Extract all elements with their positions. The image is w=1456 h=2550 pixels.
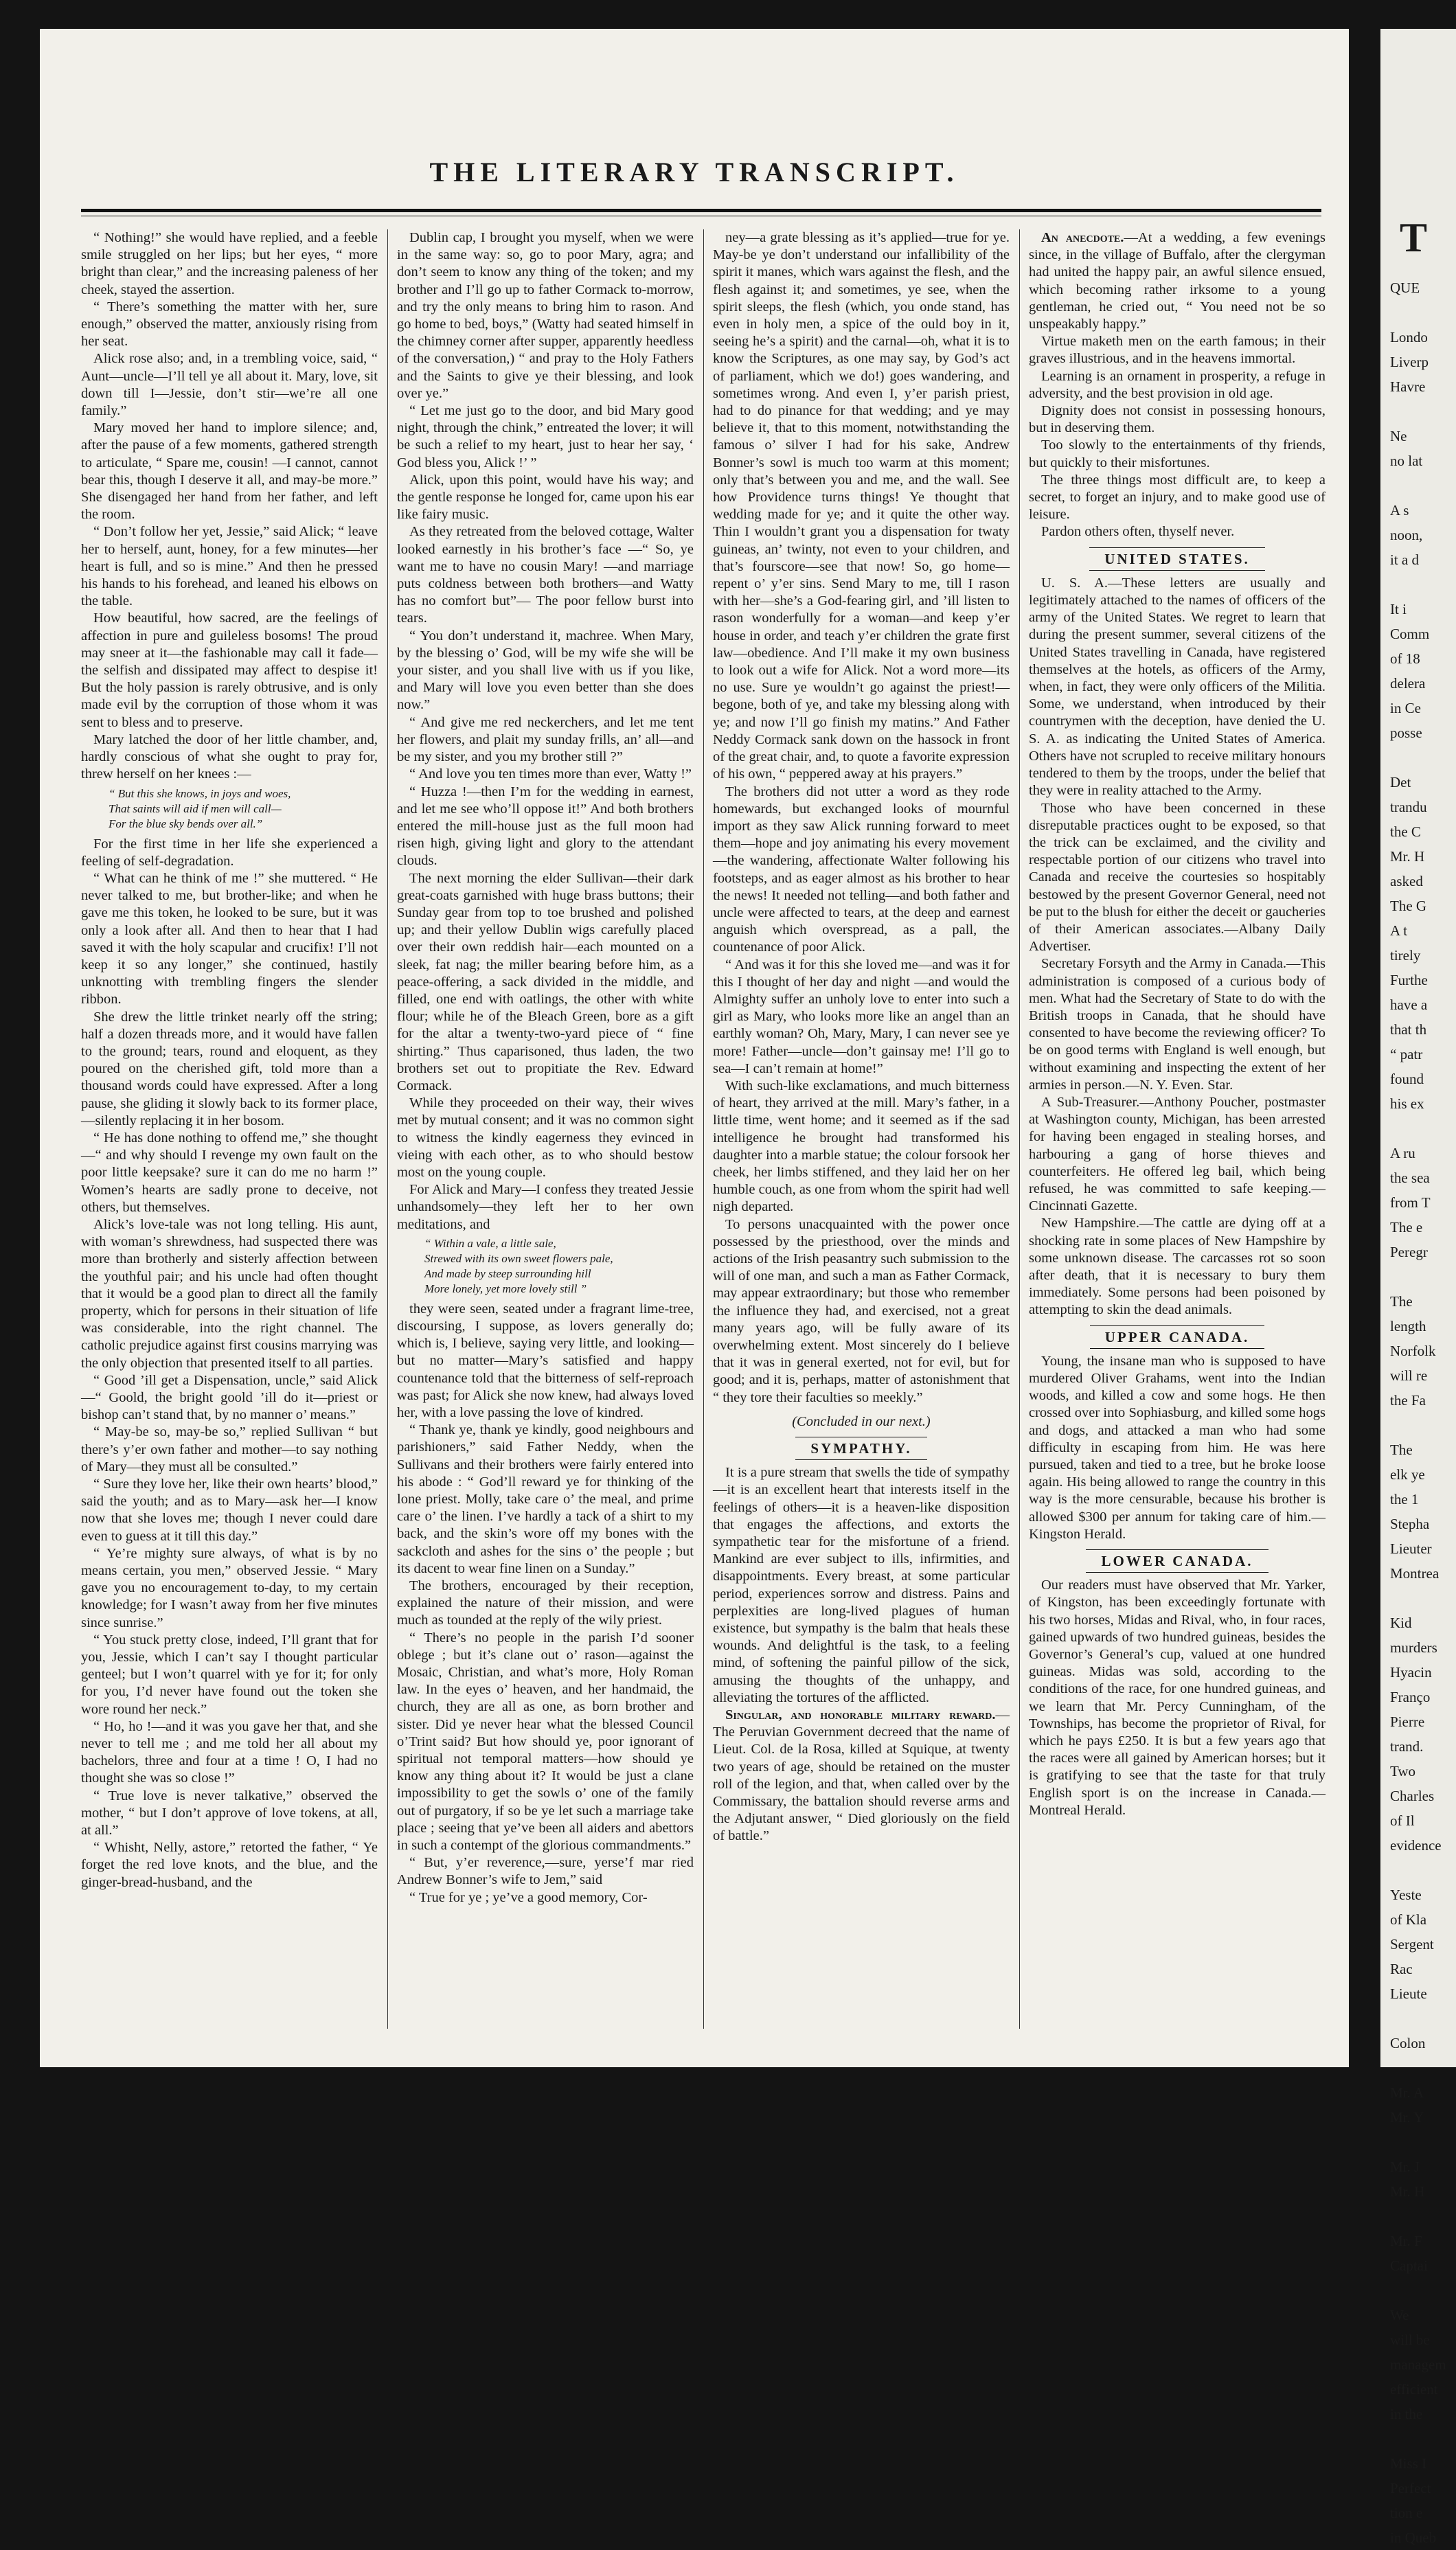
united-states-heading-text: UNITED STATES. [1089,547,1265,571]
adjacent-page-line: delera [1390,675,1426,692]
sympathy-heading-text: SYMPATHY. [795,1437,926,1460]
adjacent-page-line: Kid [1390,1615,1412,1631]
column-4-lower-canada [1029,1577,1326,1819]
column-divider [1019,229,1020,2029]
verse-line: Strewed with its own sweet flowers pale, [424,1251,613,1265]
paragraph: “ True love is never talkative,” observed the mother, “ but I don’t approve of love tokens, at all, at all.” [81,1788,378,1838]
adjacent-page-line: Rac [1390,1961,1413,1977]
paragraph: “ But, y’er reverence,—sure, yerse’f mar ried Andrew Bonner’s wife to Jem,” said [397,1855,694,1888]
paragraph: Mary moved her hand to implore silence; and, after the pause of a few moments, gathered strength to articulate, “ Spare me, cousin! —I cannot, cannot bear this, though I deserve it all, and may-be more.” She disengaged her hand from her father, and left the room. [81,420,378,523]
masthead-rule [81,209,1321,212]
paragraph: With such-like exclamations, and much bitterness of heart, they arrived at the mill. Mary’s father, in a little time, went home; and it seemed as if the sad intelligence he brought had transformed his daughter into a marble statue; the colour forsook her cheek, her limbs stiffened, and they laid her on her humble couch, as one from whom the spirit had well nigh departed. [713,1078,1010,1215]
adjacent-page-line: Mr. A [1390,2084,1424,2101]
paragraph: She drew the little trinket nearly off the string; half a dozen threads more, and it would have fallen to the ground; tears, round and eloquent, as they poured on the cherished gift, told more than a thousand words could have expressed. After a long pause, she gliding it slowly back to its former place,—silently replacing it in her bosom. [81,1009,378,1128]
adjacent-page-line: found [1390,1071,1424,1087]
adjacent-page-line: that th [1390,1021,1427,1038]
paragraph: “ And love you ten times more than ever, Watty !” [409,766,692,782]
adjacent-page-line [1390,572,1456,597]
verse-line: For the blue sky bends over all.” [109,817,263,830]
paragraph: How beautiful, how sacred, are the feelings of affection in pure and guileless bosoms! The proud may sneer at it—the fashionable may call it fade—the selfish and dissipated may affect to despise it! But the holy passion is rarely obtrusive, and is only made evil by the corruption of those whom it was sent to bless and to preserve. [81,611,378,730]
adjacent-page-line [1390,1264,1456,1289]
maxim: The three things most difficult are, to keep a secret, to forget an injury, and to make good use of leisure. [1029,472,1326,523]
adjacent-page-line: tirely [1390,947,1421,964]
maxim: Learning is an ornament in prosperity, a refuge in adversity, and the best provision in old age. [1029,368,1326,401]
news-item: Young, the insane man who is supposed to have murdered Oliver Grahams, went into the Indian woods, and killed a cow and some hogs. He then crossed over into Sophiasburg, and killed some hogs and dogs, and attacked a man who had some difficulty in escaping from him. He was here pursued, taken and tied to a tree, but he broke loose again. His being allowed to range the country in this way is the more censurable, because his brother is allowed $300 per annum for taking care of him.—Kingston Herald. [1029,1353,1326,1542]
anecdote-text: —At a wedding, a few evenings since, in the village of Buffalo, after the clergyman had united the happy pair, an awful silence ensued, which becoming rather irksome to a young gentleman, he cried out, “ You need not be so unspeakably happy.” [1029,230,1326,332]
adjacent-page-line: will re [1390,1367,1428,1384]
adjacent-page-line: Peregr [1390,1244,1428,1260]
adjacent-page-line [1390,473,1456,498]
anecdote-lead: An anecdote. [1041,230,1124,245]
adjacent-page-line: Colon [1390,2035,1426,2051]
column-2-text-b [397,1301,694,1906]
paragraph: “ May-be so, may-be so,” replied Sullivan “ but there’s y’er own father and mother—to say nothing of Mary—they must all be consulted.” [81,1424,378,1475]
column-2 [397,229,694,2042]
paragraph: “ Let me just go to the door, and bid Mary good night, through the chink,” entreated the lover; it will be such a relief to my heart, just to hear her say, ‘ God bless you, Alick !’ ” [397,403,694,470]
verse-line: More lonely, yet more lovely still ” [424,1282,587,1295]
paragraph: they were seen, seated under a fragrant lime-tree, discoursing, I suppose, as lovers generally do; which is, I believe, saying very little, and looking—but no matter—Mary’s satisfied and happy countenance told that the bitterness of self-reproach was past; for Alick she now knew, had always loved her, with a love passing the love of kindred. [397,1301,694,1420]
paragraph: “ Nothing!” she would have replied, and a feeble smile struggled on her lips; but her eyes, “ more bright than clear,” and the increasing paleness of her cheek, stayed the assertion. [81,230,378,297]
adjacent-page-line: elk ye [1390,1466,1425,1483]
adjacent-page-line: Londo [1390,329,1428,345]
paragraph: “ Whisht, Nelly, astore,” retorted the father, “ Ye forget the red love knots, and the blue, and the ginger-bread-husband, and the [81,1840,378,1890]
adjacent-page-line: have a [1390,997,1428,1013]
paragraph: “ He has done nothing to offend me,” she thought—“ and why should I revenge my own fault on the poor little keepsake? sure it can do me no harm !” Women’s hearts are sadly prone to deceive, not others, but themselves. [81,1130,378,1215]
adjacent-page-line: It i [1390,601,1407,617]
column-divider [703,229,704,2029]
adjacent-page-line [1390,1586,1456,1610]
paragraph: It is a pure stream that swells the tide of sympathy—it is an excellent heart that interests itself in the feelings of others—it is a heaven-like disposition that engages the affections, and extorts the sympathetic tear for the misfortune of a friend. Mankind are ever subject to ills, infirmities, and disappointments. Every breast, at some particular period, experiences sorrow and distress. Pains and perplexities are long-lived plagues of human existence, but sympathy is the balm that heals these wounds. And delightful is the task, to a feeling mind, of softening the painful pillow of the sick, amusing the thoughts of the unhappy, and alleviating the tortures of the afflicted. [713,1465,1010,1705]
paragraph: “ Good ’ill get a Dispensation, uncle,” said Alick—“ Goold, the bright goold ’ill do it—priest or bishop can’t stand that, by no manner o’ means.” [81,1372,378,1423]
adjacent-page-line: Norfolk [1390,1343,1436,1359]
column-3 [713,229,1010,2042]
adjacent-page-line: no lat [1390,453,1423,469]
verse-line: “ Within a vale, a little sale, [424,1236,556,1250]
adjacent-page-line: Hyacin [1390,1664,1432,1681]
adjacent-page-line: the sea [1390,1170,1430,1186]
column-1 [81,229,378,2042]
anecdote-paragraph [1029,229,1326,333]
adjacent-page-line: Charles [1390,1788,1435,1804]
adjacent-page-line: Havre [1390,378,1426,395]
adjacent-page-line: trandu [1390,799,1427,815]
adjacent-page-line: Det [1390,774,1411,790]
adjacent-page-line: Mr. F [1390,2233,1422,2249]
paragraph: ney—a grate blessing as it’s applied—true for ye. May-be ye don’t understand our infallibility of the spirit it manes, which wars against the flesh, and the flesh against it; and sometimes, ye see, when the spirit sleeps, the flesh (which, you onde stand, has even in holy men, a spice of the ould boy in it, seeing he’s a spirit) and the carnal—oh, what it is to know the Scriptures, as one may say, by God’s act of parliament, which we do!) goes wandering, and sometimes wrong. And even I, y’er parish priest, had to do pinance for that wedding; and ye may believe it, that to this moment, notwithstanding the famous o’ silver I had for his sake, Andrew Bonner’s sowl is much too warm at this moment; only that’s between you and me, and the wall. See how Providence turns things! Ye thought that wedding made for ye; and it quite the other way. Thin I wouldn’t grant you a dispensation for twaty guineas, an’ twinty, not even to your children, and that’s fourscore—see that now! So, go home—repent o’ y’er sins. Send Mary to me, till I rason with her—she’s a God-fearing girl, and ’ill listen to rason wonderfully for a woman—and keep y’er house in order, and teach y’er children the grate first law—obedience. And I’ll make it my own business to look out a wife for Alick. Not a word more—its no use. Sure ye wouldn’t go against the priest!—begone, both of ye, and take my blessing along with ye; and now I’ll go finish my matins.” And Father Neddy Cormack sank down on the hassock in front of the great chair, and, to quote a favorite expression of his own, “ peppered away at his prayers.” [713,230,1010,782]
adjacent-page-line [1390,745,1456,770]
adjacent-page-line: of Il [1390,1812,1415,1829]
lower-canada-heading-text: LOWER CANADA. [1086,1549,1268,1573]
paragraph: “ And give me red neckerchers, and let me tent her flowers, and plait my sunday frills, an’ all—and be my sister, and you my brother still ?” [397,714,694,765]
paragraph: Alick rose also; and, in a trembling voice, said, “ Aunt—uncle—I’ll tell ye all about it. Mary, love, sit down till I—Jessie, don’t stir—we’re all one family.” [81,351,378,419]
column-1-text-b [81,836,378,1891]
paragraph: Mary latched the door of her little chamber, and, hardly conscious of what she ought to pray for, threw herself on her knees :— [81,731,378,782]
paragraph: “ Thank ye, thank ye kindly, good neighbours and parishioners,” said Father Neddy, when the Sullivans and their brothers were fairly entered into his abode : “ God’ll reward ye for thinking of the lone priest. Molly, take care o’ the meal, and prime care o’ the linen. I’ve hardly a tack of a shirt to my back, and the skin’s wore off my bones with the sackcloth and ashes for the sins o’ the people ; but its dacent to wear fine linen on a Sunday.” [397,1422,694,1576]
adjacent-page-line: Stepha [1390,1516,1430,1532]
column-3-text-a [713,229,1010,1407]
paragraph: The brothers, encouraged by their reception, explained the nature of their mission, and were much as tounded at the reply of the wily priest. [397,1578,694,1628]
adjacent-page-line [1390,2130,1456,2154]
adjacent-page-line [1390,1858,1456,1882]
news-item: Our readers must have observed that Mr. Yarker, of Kingston, has been exceedingly fortunate with his two horses, Midas and Rival, who, in four races, gained upwards of two hundred guineas, besides the Governor’s General’s cup, valued at one hundred guineas. Midas was sold, according to the conditions of the race, for one hundred guineas, and we learn that Mr. Percy Cunningham, of the Townships, has become the proprietor of Rival, for which he pays £250. It is but a few years ago that the races were all gained by American horses; but it is gratifying to see that the taste for that truly English sport is on the increase in Canada.—Montreal Herald. [1029,1578,1326,1818]
adjacent-page-line: the 1 [1390,1491,1419,1507]
column-4-upper-canada [1029,1353,1326,1543]
adjacent-page-line: Pierre [1390,1714,1425,1730]
military-reward-lead: Singular, and honorable military reward. [725,1707,996,1723]
columns [81,229,1324,2042]
adjacent-page-line: Montrea [1390,1565,1440,1582]
maxim: Too slowly to the entertainments of thy friends, but quickly to their misfortunes. [1029,437,1326,470]
paragraph: As they retreated from the beloved cottage, Walter looked earnestly in his brother’s face —“ So, ye want me to have no cousin Mary! —and marriage puts coldness between both brothers—and Watty has no comfort but”— The poor fellow burst into tears. [397,524,694,626]
adjacent-page-line: posse [1390,725,1422,741]
adjacent-page-line: trand. [1390,1738,1424,1755]
paragraph: “ Ye’re mighty sure always, of what is by no means certain, you men,” observed Jessie. “ Mary gave you no encouragement to-day, to my certain knowledge; for I wasn’t away from her five minutes since sunrise.” [81,1545,378,1630]
newspaper-page [40,29,1349,2067]
adjacent-page-line: Mr. Y [1390,2109,1424,2126]
sympathy-heading [713,1440,1010,1457]
adjacent-page-line: in Ce [1390,700,1421,716]
news-item: Secretary Forsyth and the Army in Canada.—This administration is composed of a curious body of men. What had the Secretary of State to do with the British troops in Canada, that he should have consented to have become the reviewing officer? To be on good terms with England is well enough, but without examining and inspecting the extent of her armies in person.—N. Y. Even. Star. [1029,956,1326,1093]
adjacent-page-line: noon, [1390,527,1423,543]
news-item: New Hampshire.—The cattle are dying off at a shocking rate in some places of New Hampshire by some unknown disease. The carcasses rot so soon after death, that it is necessary to bury them immediately. Some persons had been poisoned by attempting to skin the dead animals. [1029,1216,1326,1318]
adjacent-page-line: evidence [1390,1837,1442,1854]
adjacent-page-line [1390,2056,1456,2080]
adjacent-page-line: his ex [1390,1095,1424,1112]
adjacent-page-line: of Kla [1390,1911,1427,1928]
adjacent-page-line: Perfect [1390,2480,1431,2496]
paragraph: While they proceeded on their way, their wives met by mutual consent; and it was no common sight to witness the kindly eagerness they evinced in vieing with each other, as to who should bestow most on the young couple. [397,1095,694,1180]
adjacent-page-line [1390,1413,1456,1437]
adjacent-page-line: A t [1390,922,1408,939]
paragraph: For Alick and Mary—I confess they treated Jessie unhandsomely—they left her to her own meditations, and [397,1182,694,1232]
adjacent-page-fragments [1380,275,1456,2550]
adjacent-page-line [1390,300,1456,325]
upper-canada-heading [1029,1329,1326,1346]
paragraph: The brothers did not utter a word as they rode homewards, but exchanged looks of mournful import as they saw Alick running forward to meet them—hope and joy animating his every movement—the wandering, affectionate Walter following his footsteps, and as eager almost as his brother to hear the news! It needed not telling—and both father and uncle were affected to tears, at the deep and earnest anguish which overspread, as a pall, the countenance of poor Alick. [713,784,1010,955]
adjacent-page-line: The [1390,1293,1413,1310]
concluded-note: (Concluded in our next.) [792,1413,931,1429]
paragraph: “ You don’t understand it, machree. When Mary, by the blessing o’ God, will be my wife she will be your sister, and you shall live with us if you like, and Mary will love you even better than she does now.” [397,628,694,713]
adjacent-page-line [1390,2278,1456,2303]
paragraph: “ There’s something the matter with her, sure enough,” observed the matter, anxiously rising from her seat. [81,299,378,350]
adjacent-page-line: Miss I [1390,2455,1427,2472]
upper-canada-heading-text: UPPER CANADA. [1090,1325,1265,1349]
adjacent-page-line: of 18 [1390,650,1420,667]
paragraph: To persons unacquainted with the power once possessed by the priesthood, over the minds and actions of the Irish peasantry such submission to the will of one man, and such a man as Father Cormack, may appear extraordinary; but those who remember the influence they had, and exercised, not a great many years ago, will be fully aware of its overwhelming extent. Most sincerely do I believe that it was in general exerted, not for evil, but for good; and it is, perhaps, matter of astonishment that “ they tore their faculties so meekly.” [713,1216,1010,1405]
maxim: Virtue maketh men on the earth famous; in their graves illustrious, and in the heavens immortal. [1029,334,1326,367]
adjacent-page-line: Lieute [1390,1985,1427,2002]
adjacent-page-line [1390,399,1456,424]
adjacent-page-line: QUE [1390,280,1420,296]
paragraph: “ True for ye ; ye’ve a good memory, Cor- [409,1889,648,1905]
news-item: U. S. A.—These letters are usually and legitimately attached to the names of officers of the army of the United States. We regret to learn that during the present summer, several citizens of the United States travelling in Canada, have registered themselves at the hotels, as officers of the Army, when, in fact, they were only officers of the Militia. Some, we understand, when introduced by their countrymen with the deception, have denied the U. S. A. as indicating the United States of America. Others have not scrupled to receive military honours tendered to them by the troops, under the belief that they were in reality attached to the Army. [1029,575,1326,799]
adjacent-page-line: The G [1390,898,1427,914]
adjacent-page-line [1390,2006,1456,2031]
verse-line: That saints will aid if men will call— [109,801,282,815]
adjacent-page-line: tion e [1390,2505,1423,2521]
paragraph: Alick, upon this point, would have his way; and the gentle response he longed for, came upon his ear like fairy music. [397,472,694,523]
adjacent-page-line: in the [1390,2406,1423,2422]
paragraph: “ There’s no people in the parish I’d sooner oblege ; but it’s clane out o’ rason—against the Mosaic, Christian, and what’s more, Holy Roman law. In the eyes o’ heaven, and her handmaid, the church, they are all as one, as born brother and sister. Did ye never hear what the blessed Council o’Trint said? But how should ye, poor ignorant of spiritual not temporal matters—how should ye know any thing about it? It would be just a clane impossibility to get the sowls o’ one of the family out of purgatory, if so be ye let such a marriage take place ; seeing that ye’ve been all aiders and abettors in such a contempt of the glorious commandments.” [397,1630,694,1854]
adjacent-page-line: A ru [1390,1145,1415,1161]
column-divider [387,229,388,2029]
adjacent-page-line: Mr. J [1390,2159,1420,2175]
adjacent-page-line: The e [1390,1219,1423,1236]
adjacent-page-line: Mr. H [1390,2183,1425,2200]
column-4 [1029,229,1326,2042]
adjacent-page-line: Two [1390,1763,1416,1779]
adjacent-page-line: will be [1390,2332,1430,2348]
adjacent-page-line: Ne [1390,428,1407,444]
adjacent-page-line [1390,2204,1456,2229]
adjacent-page-line: Lieuter [1390,1540,1432,1557]
adjacent-page-line: Mr. H [1390,848,1425,865]
adjacent-page-line: Liverp [1390,354,1429,370]
paragraph: The next morning the elder Sullivan—their dark great-coats garnished with huge brass buttons; their Sunday gear from top to toe brushed and polished up; and their yellow Dublin wigs carefully placed over their own reddish hair—each mounted on a sleek, fat nag; the miller bearing before him, as a peace-offering, a sack divided in the middle, and filled, one end with oatlings, the other with white flour; while he of the Bleach Green, bore as a gift for the altar a twenty-two-yard piece of “ fine shirting.” Thus caparisoned, thus laden, the two brothers set out to propitiate the Rev. Edward Cormack. [397,870,694,1093]
adjacent-page-line [1390,2426,1456,2451]
adjacent-page-line: managem [1390,2356,1446,2373]
paragraph: Alick’s love-tale was not long telling. His aunt, with woman’s shrewdness, had suspected there was more than brotherly and sisterly affection between the youthful pair; and his uncle had often thought that it would be a good plan to direct all the family property, which for persons in their situation of life was considerable, into the right channel. The catholic prejudice against first cousins marrying was the only objection that presented itself to all parties. [81,1216,378,1371]
adjacent-page-line: efficient [1390,2381,1438,2398]
adjacent-page-line [1390,1116,1456,1141]
adjacent-page-line: in Queb [1390,2529,1437,2546]
verse-line: And made by steep surrounding hill [424,1266,591,1280]
news-item: Those who have been concerned in these disreputable practices ought to be exposed, so that the trick can be exclaimed, and the civility and respectable portion of our citizens who travel into Canada and receive the courtesies so hospitably bestowed by the present Governor General, need not be put to the blush for either the deceit or gaucheries of their American associates.—Albany Daily Advertiser. [1029,800,1326,955]
adjacent-page-line: Sergent [1390,1936,1434,1953]
adjacent-page-line: Furthe [1390,972,1428,988]
masthead: THE LITERARY TRANSCRIPT. [429,157,959,187]
verse-1 [109,786,378,832]
lower-canada-heading [1029,1553,1326,1570]
paragraph: “ Sure they love her, like their own hearts’ blood,” said the youth; and as to Mary—ask her—I know now that she loves me; though I never could dare even to guess at it till this day.” [81,1477,378,1544]
adjacent-page-line: murders [1390,1639,1437,1656]
adjacent-page-line: the C [1390,823,1421,840]
column-4-united-states [1029,575,1326,1319]
paragraph: “ Don’t follow her yet, Jessie,” said Alick; “ leave her to herself, aunt, honey, for a few minutes—her heart is full, and so is mine.” And then he pressed his hands to his forehead, and leaned his elbows on the table. [81,524,378,609]
column-1-text-a [81,229,378,784]
maxim: Dignity does not consist in possessing honours, but in deserving them. [1029,403,1326,436]
paragraph: “ Ho, ho !—and it was you gave her that, and she never to tell me ; and me told her all about my bachelors, three and four at a time ! O, I had no thought she was so close !” [81,1718,378,1786]
paragraph: “ And was it for this she loved me—and was it for this I thought of her day and night —and would the Almighty suffer an unholy love to enter into such a girl as Mary, who looks more like an angel than an earthly woman? Oh, Mary, Mary, I can never see ye more! Father—uncle—don’t gainsay me! I’ll go to sea—I can’t remain at home!” [713,957,1010,1076]
column-2-text-a [397,229,694,1233]
adjacent-page-line: We [1390,2307,1409,2323]
military-reward-paragraph [713,1707,1010,1845]
column-3-text-b [713,1464,1010,1707]
united-states-heading [1029,551,1326,568]
paragraph: For the first time in her life she experienced a feeling of self-degradation. [81,836,378,869]
adjacent-page-line: length [1390,1318,1426,1334]
adjacent-page-line: A s [1390,502,1409,519]
adjacent-page-line: the Fa [1390,1392,1426,1409]
column-4-maxims [1029,333,1326,540]
paragraph: “ You stuck pretty close, indeed, I’ll grant that for you, Jessie, which I can’t say I thought particular genteel; but I won’t quarrel with ye for it; for only for you, I’d never have found out the token she wore round her neck.” [81,1632,378,1717]
paragraph: “ Huzza !—then I’m for the wedding in earnest, and let me see who’ll oppose it!” And both brothers entered the mill-house just as the full moon had risen high, giving light and glory to the attendant clouds. [397,784,694,869]
adjacent-page-line: asked [1390,873,1423,889]
paragraph: “ What can he think of me !” she muttered. “ He never talked to me, but brother-like; and when he gave me this token, he looked to be sure, but it was only a look after all. And then to hear that I had saved it with the holy scapular and crucifix! I’ll not keep it so any longer,” she continued, hastily unknotting with trembling fingers the slender ribbon. [81,870,378,1008]
verse-line: “ But this she knows, in joys and woes, [109,786,291,800]
adjacent-page-line: “ patr [1390,1046,1423,1062]
paragraph: Dublin cap, I brought you myself, when we were in the same way: so, go to poor Mary, agra; and don’t seem to know any thing of the token; and my brother and I’ll go up to father Cormack to-morrow, and try the only means to bring him to rason. And go home to bed, boys,” (Watty had seated himself in the chimney corner after supper, apparently heedless of the conversation,) “ and pray to the Holy Fathers and the Saints to give ye their blessing, and look over ye.” [397,230,694,401]
adjacent-page-edge [1380,29,1456,2546]
adjacent-page-line: Captai [1390,2257,1428,2274]
maxim: Pardon others often, thyself never. [1041,524,1235,540]
adjacent-page-line: Franço [1390,1689,1431,1705]
military-reward-text: —The Peruvian Government decreed that the name of Lieut. Col. de la Rosa, killed at Squique, at twenty two years of age, should be retained on the muster roll of the legion, and that, when called over by the Commissary, the battalion should reverse arms and the Adjutant answer, “ Died gloriously on the field of battle.” [713,1707,1010,1844]
adjacent-page-headline: T [1400,215,1428,260]
verse-2 [424,1236,694,1297]
adjacent-page-line: Yeste [1390,1887,1422,1903]
adjacent-page-line: it a d [1390,551,1419,568]
adjacent-page-line: Comm [1390,626,1430,642]
adjacent-page-line: from T [1390,1194,1431,1211]
adjacent-page-line: The [1390,1442,1413,1458]
news-item: A Sub-Treasurer.—Anthony Poucher, postmaster at Washington county, Michigan, has been arrested for having been engaged in stealing horses, and harbouring a gang of horse thieves and counterfeiters. He offered leg bail, which being refused, he was committed to safe keeping.—Cincinnati Gazette. [1029,1094,1326,1214]
